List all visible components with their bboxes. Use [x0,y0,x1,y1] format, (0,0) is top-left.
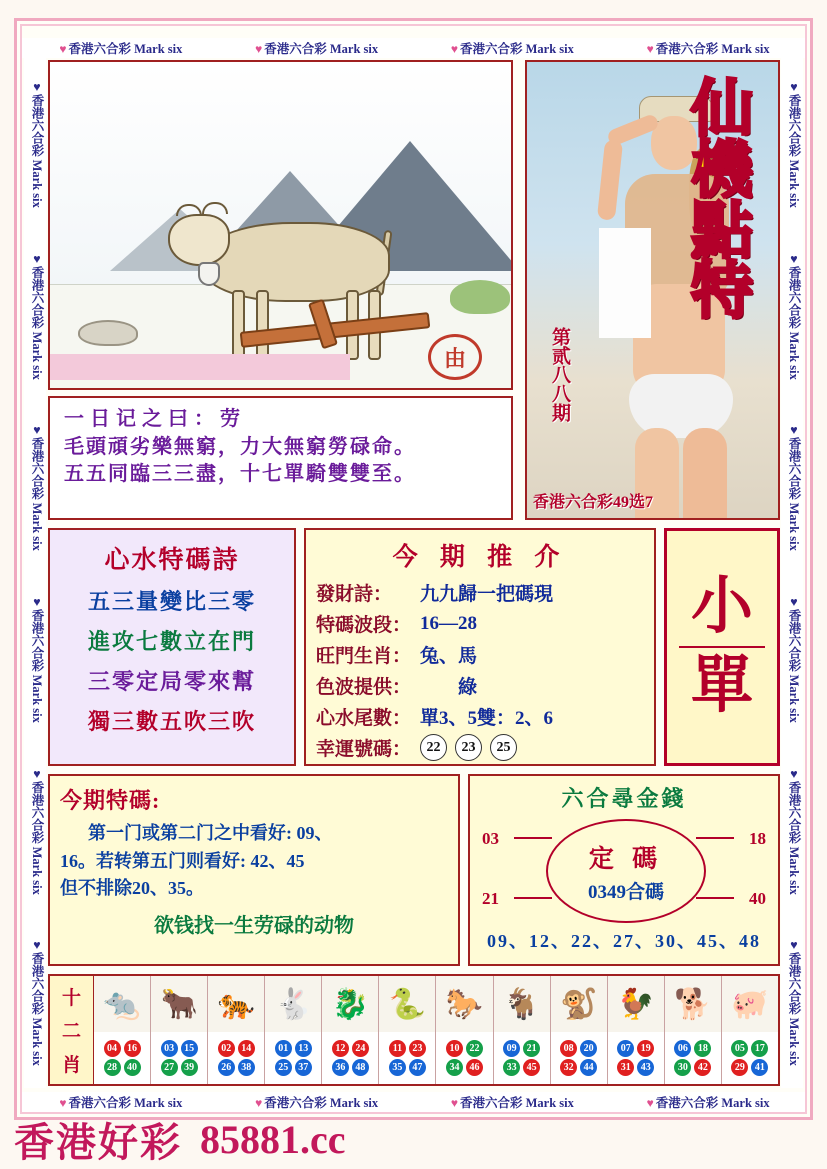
zodiac-number-row [381,1040,433,1057]
zodiac-number-row [496,1040,548,1057]
zodiac-numbers [208,1032,264,1084]
ox-icon: 🐂 [151,976,207,1032]
zodiac-cell-rat [94,976,151,1084]
heart-icon: ♥ [30,251,44,266]
bush-icon [450,280,510,314]
zodiac-number: 08 [560,1040,577,1057]
recommendation-row [306,639,654,670]
heart-icon: ♥ [30,594,44,609]
row-value: 兔、馬 [420,646,478,667]
goat-icon: 🐐 [494,976,550,1032]
zodiac-number: 30 [674,1059,691,1076]
lucky-ball: 25 [490,734,517,761]
zodiac-label-char-3: 肖 [61,1054,81,1076]
ox-leg [256,290,269,360]
marquee-item: ♥香港六合彩 Mark six [30,79,44,208]
zodiac-number: 43 [637,1059,654,1076]
zodiac-number: 09 [503,1040,520,1057]
zodiac-number-row [153,1040,205,1057]
marquee-item: ♥ 香港六合彩 Mark six [450,42,574,56]
poem-line-1: 毛頭頑劣樂無窮，力大無窮勞碌命。 [64,435,416,458]
tema-footer: 欲钱找一生劳碌的动物 [154,914,354,937]
zodiac-cell-horse [436,976,493,1084]
zodiac-number: 27 [161,1059,178,1076]
xiaodan-char-1: 小 [690,572,753,641]
poem-line-2: 五五同臨三三盡，十七單騎雙雙至。 [64,463,416,486]
zodiac-cell-dog [665,976,722,1084]
zodiac-number: 35 [389,1059,406,1076]
censor-bar [50,354,350,380]
xinshui-title: 心水特碼詩 [104,547,240,574]
corner-number-bottom-left: 21 [482,889,499,908]
marquee-item: ♥香港六合彩 Mark six [30,251,44,380]
zodiac-number: 46 [466,1059,483,1076]
ox-scene [50,62,511,388]
marquee-item: ♥ 香港六合彩 Mark six [646,42,770,56]
zodiac-number: 13 [295,1040,312,1057]
heart-icon: ♥ [450,42,458,56]
ox-leg [232,290,245,360]
zodiac-number: 14 [238,1040,255,1057]
lucky-ball: 22 [420,734,447,761]
zodiac-table [48,974,780,1086]
zodiac-number-row [438,1059,490,1076]
lucky-balls [420,734,517,761]
row-key: 旺門生肖： [316,646,412,667]
zodiac-number: 38 [238,1059,255,1076]
row-value: 綠 [420,677,478,698]
rat-icon: 🐀 [94,976,150,1032]
marquee-top [22,38,805,58]
zodiac-number: 12 [332,1040,349,1057]
zodiac-number: 23 [409,1040,426,1057]
marquee-left [24,58,46,1088]
marquee-item: ♥香港六合彩 Mark six [787,938,801,1067]
marquee-item: ♥香港六合彩 Mark six [787,766,801,895]
zodiac-number-row [610,1059,662,1076]
corner-number-top-left: 03 [482,829,499,848]
xunjin-box [468,774,780,966]
zodiac-number-row [153,1059,205,1076]
zodiac-number-row [96,1040,148,1057]
heart-icon: ♥ [59,42,67,56]
lower-row [48,774,780,966]
lucky-label: 幸運號碼： [316,739,412,760]
zodiac-number: 02 [218,1040,235,1057]
title-char-2: 機 [690,136,753,205]
zodiac-number: 47 [409,1059,426,1076]
lucky-ball: 23 [455,734,482,761]
zodiac-number-row [496,1059,548,1076]
xinshui-line-3: 三零定局零來幫 [87,669,256,694]
dingma-title: 定 碼 [588,845,664,873]
heart-icon: ♥ [255,42,263,56]
horse-icon: 🐎 [436,976,492,1032]
xunjin-diagram [470,815,778,925]
tema-line-3: 但不排除20、35。 [60,878,204,899]
zodiac-numbers [94,1032,150,1084]
zodiac-number: 36 [332,1059,349,1076]
zodiac-number: 03 [161,1040,178,1057]
zodiac-numbers [551,1032,607,1084]
rooster-icon: 🐓 [608,976,664,1032]
zodiac-number: 19 [637,1040,654,1057]
zodiac-number: 06 [674,1040,691,1057]
zodiac-number-row [324,1040,376,1057]
row-value: 單3、5雙：2、6 [420,708,554,729]
zodiac-number-row [667,1040,719,1057]
title-char-1: 仙 [690,76,753,144]
tema-title: 今期特碼: [60,788,161,813]
tiger-icon: 🐅 [208,976,264,1032]
xinshui-line-4: 獨三數五吹三吹 [87,709,256,734]
heart-icon: ♥ [787,423,801,438]
zodiac-number-row [267,1059,319,1076]
marquee-item: ♥ 香港六合彩 Mark six [255,42,379,56]
ox-bell-icon [198,262,220,286]
heart-icon: ♥ [646,1096,654,1110]
zodiac-number: 22 [466,1040,483,1057]
zodiac-number: 32 [560,1059,577,1076]
zodiac-number: 40 [124,1059,141,1076]
corner-number-top-right: 18 [749,829,766,848]
zodiac-numbers [436,1032,492,1084]
row-key: 發財詩： [316,584,393,605]
heart-icon: ♥ [787,938,801,953]
zodiac-number: 31 [617,1059,634,1076]
title-char-4: 特 [690,258,753,327]
row-value: 九九歸一把碼現 [420,584,554,605]
zodiac-number-row [724,1059,776,1076]
bottom-garment [629,374,733,438]
marquee-item: ♥香港六合彩 Mark six [30,594,44,723]
marquee-item: ♥ 香港六合彩 Mark six [59,1096,183,1110]
heart-icon: ♥ [30,79,44,94]
zodiac-number: 42 [694,1059,711,1076]
xunjin-bottom-numbers: 09、12、22、27、30、45、48 [487,931,761,951]
marquee-item: ♥香港六合彩 Mark six [787,251,801,380]
zodiac-cell-dragon [322,976,379,1084]
lucky-number-row [306,732,654,763]
zodiac-number-row [553,1059,605,1076]
zodiac-number: 21 [523,1040,540,1057]
zodiac-number: 28 [104,1059,121,1076]
zodiac-number: 26 [218,1059,235,1076]
zodiac-cell-rabbit [265,976,322,1084]
heart-icon: ♥ [255,1096,263,1110]
heart-icon: ♥ [787,251,801,266]
corner-number-bottom-right: 40 [749,889,766,908]
marquee-right [781,58,803,1088]
zodiac-number-row [210,1059,262,1076]
zodiac-number-row [381,1059,433,1076]
zodiac-label [50,976,94,1084]
heart-icon: ♥ [30,766,44,781]
heart-icon: ♥ [450,1096,458,1110]
marquee-item: ♥香港六合彩 Mark six [30,766,44,895]
zodiac-numbers [322,1032,378,1084]
zodiac-number: 20 [580,1040,597,1057]
zodiac-number-row [267,1040,319,1057]
zodiac-number-row [667,1059,719,1076]
zodiac-number: 16 [124,1040,141,1057]
marquee-item: ♥ 香港六合彩 Mark six [255,1096,379,1110]
zodiac-numbers [151,1032,207,1084]
xinshui-line-2: 進攻七數立在門 [87,629,256,654]
heart-icon: ♥ [787,766,801,781]
connector-line [696,897,734,899]
rabbit-icon: 🐇 [265,976,321,1032]
zodiac-cell-goat [494,976,551,1084]
zodiac-numbers [722,1032,778,1084]
zodiac-number: 15 [181,1040,198,1057]
ox-head [168,214,230,266]
tema-line-1: 第一门或第二门之中看好: 09、 [88,823,333,843]
marquee-item: ♥香港六合彩 Mark six [787,79,801,208]
dingma-code: 0349合碼 [587,881,664,903]
zodiac-number-row [324,1059,376,1076]
zodiac-cell-monkey [551,976,608,1084]
zodiac-number: 44 [580,1059,597,1076]
issue-number: 第贰八八期 [549,327,570,422]
zodiac-cell-ox [151,976,208,1084]
zodiac-number: 37 [295,1059,312,1076]
ox-illustration [48,60,513,390]
zodiac-number: 29 [731,1059,748,1076]
monkey-icon: 🐒 [551,976,607,1032]
poem-title: 一日记之曰：劳 [64,408,246,430]
dingma-oval [546,819,706,923]
tema-line-2: 16。若转第五门则看好: 42、45 [60,850,305,871]
zodiac-number: 41 [751,1059,768,1076]
marquee-item: ♥香港六合彩 Mark six [787,423,801,552]
poster-title [674,76,770,327]
watermark-brand: 香港好彩 [14,1119,182,1165]
zodiac-cell-tiger [208,976,265,1084]
arm-down [597,139,623,220]
zodiac-number: 10 [446,1040,463,1057]
zodiac-number: 39 [181,1059,198,1076]
zodiac-numbers [665,1032,721,1084]
zodiac-numbers [379,1032,435,1084]
zodiac-number: 18 [694,1040,711,1057]
row-key: 色波提供： [316,677,412,698]
heart-icon: ♥ [30,423,44,438]
zodiac-number: 34 [446,1059,463,1076]
zodiac-cell-snake [379,976,436,1084]
coin-icon: 由 [428,334,482,380]
watermark-url: 85881.cc [200,1116,346,1162]
xinshui-line-1: 五三量變比三零 [87,589,256,614]
zodiac-cell-rooster [608,976,665,1084]
row-key: 心水尾數： [316,708,412,729]
recommendation-row [306,577,654,608]
zodiac-label-char-2: 二 [61,1021,81,1043]
connector-line [696,837,734,839]
censor-block [599,228,651,338]
divider [679,646,765,648]
row-key: 特碼波段： [316,615,412,636]
zodiac-number-row [438,1040,490,1057]
row-value: 16—28 [420,612,477,634]
zodiac-label-char-1: 十 [61,988,81,1010]
zodiac-cells [94,976,778,1084]
zodiac-number: 48 [352,1059,369,1076]
heart-icon: ♥ [787,79,801,94]
recommendation-row [306,608,654,639]
zodiac-number: 33 [503,1059,520,1076]
zodiac-number: 45 [523,1059,540,1076]
recommendation-row [306,670,654,701]
marquee-item: ♥ 香港六合彩 Mark six [450,1096,574,1110]
recommendation-title: 今 期 推 介 [392,544,568,571]
top-row [48,60,780,520]
poster-content [48,60,780,1088]
zodiac-number: 24 [352,1040,369,1057]
xinshui-poem-box [48,528,296,766]
zodiac-cell-pig [722,976,778,1084]
zodiac-number: 07 [617,1040,634,1057]
zodiac-number: 25 [275,1059,292,1076]
marquee-item: ♥香港六合彩 Mark six [787,594,801,723]
rock-icon [78,320,138,346]
recommendation-box [304,528,656,766]
zodiac-number-row [210,1040,262,1057]
zodiac-number-row [724,1040,776,1057]
xunjin-title: 六合尋金錢 [561,786,687,811]
middle-row [48,528,780,766]
zodiac-number: 05 [731,1040,748,1057]
lottery-label: 香港六合彩49选7 [533,494,654,511]
snake-icon: 🐍 [379,976,435,1032]
heart-icon: ♥ [30,938,44,953]
dog-icon: 🐕 [665,976,721,1032]
heart-icon: ♥ [59,1096,67,1110]
marquee-item: ♥ 香港六合彩 Mark six [59,42,183,56]
zodiac-number-row [610,1040,662,1057]
pig-icon: 🐖 [722,976,778,1032]
poem-box [48,396,513,520]
cover-photo-box [525,60,780,520]
connector-line [514,837,552,839]
connector-line [514,897,552,899]
tema-box [48,774,460,966]
dragon-icon: 🐉 [322,976,378,1032]
recommendation-row [306,701,654,732]
zodiac-numbers [608,1032,664,1084]
zodiac-number: 01 [275,1040,292,1057]
xiaodan-char-2: 單 [690,652,753,720]
marquee-item: ♥ 香港六合彩 Mark six [646,1096,770,1110]
watermark [0,1109,827,1169]
zodiac-number-row [553,1040,605,1057]
marquee-item: ♥香港六合彩 Mark six [30,423,44,552]
zodiac-numbers [265,1032,321,1084]
zodiac-number: 04 [104,1040,121,1057]
zodiac-number: 11 [389,1040,406,1057]
heart-icon: ♥ [646,42,654,56]
zodiac-numbers [494,1032,550,1084]
marquee-item: ♥香港六合彩 Mark six [30,938,44,1067]
zodiac-number: 17 [751,1040,768,1057]
heart-icon: ♥ [787,594,801,609]
title-char-3: 點 [690,197,753,266]
xiaodan-box [664,528,780,766]
zodiac-number-row [96,1059,148,1076]
